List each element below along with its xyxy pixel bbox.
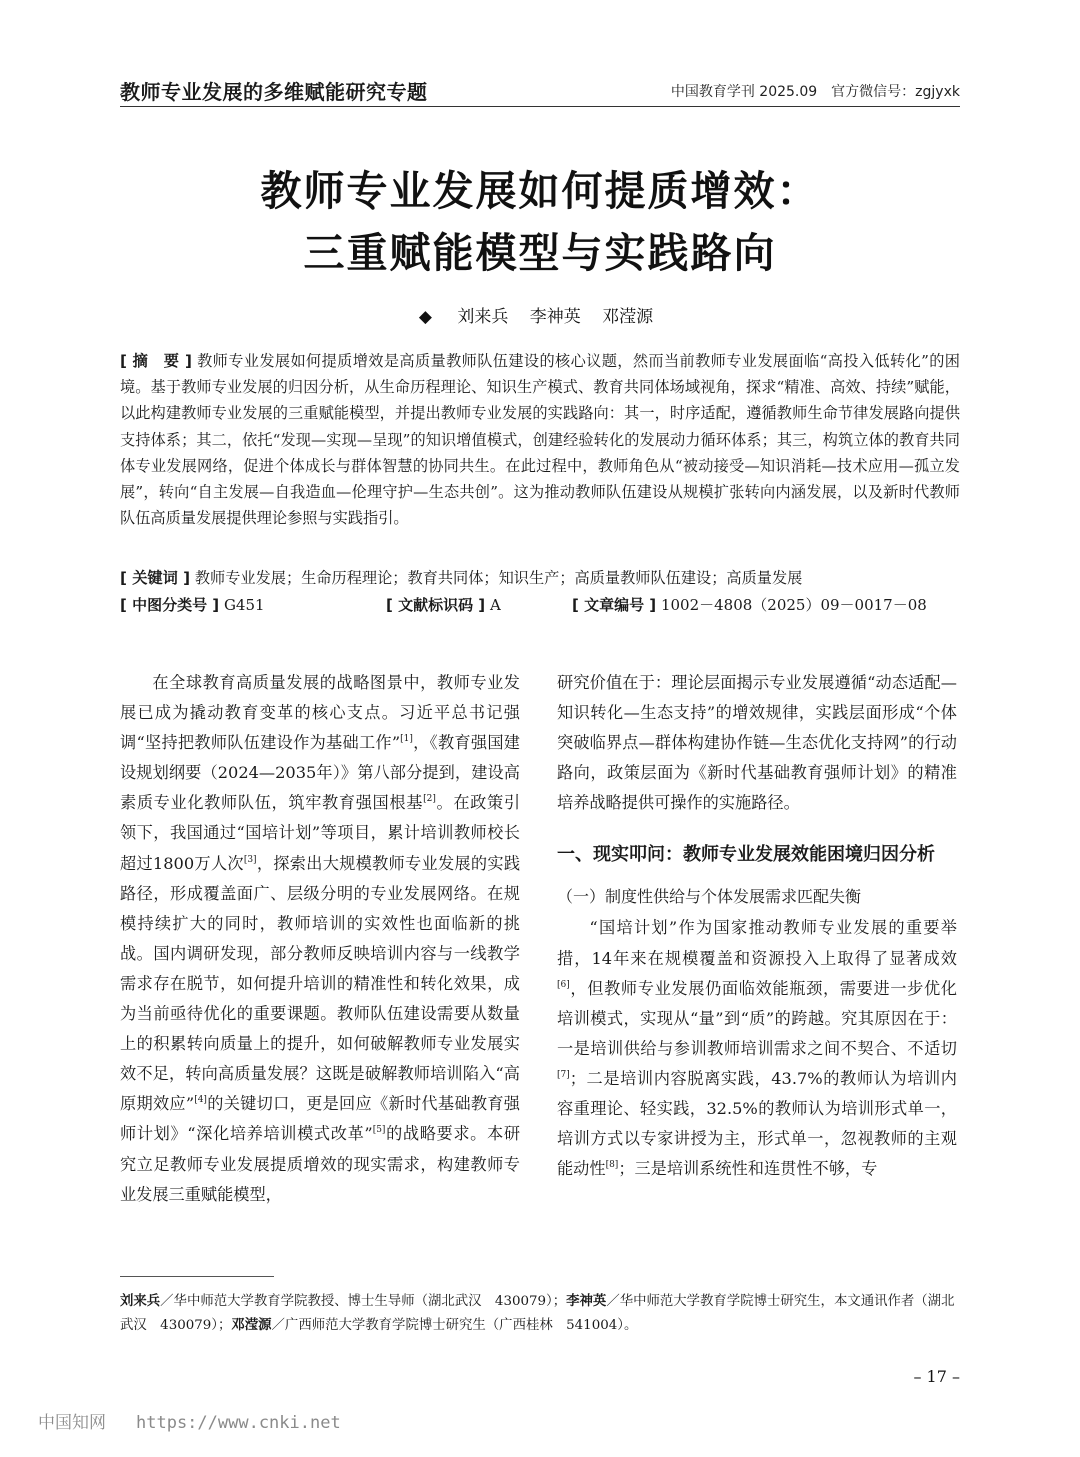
clc-number: [ 中图分类号 ] G451	[120, 596, 265, 614]
abstract-text: 教师专业发展如何提质增效是高质量教师队伍建设的核心议题，然而当前教师专业发展面临“高投入低转化”的困境。基于教师专业发展的归因分析，从生命历程理论、知识生产模式、教育共同体场域视角，探求“精准、高效、持续”赋能，以此构建教师专业发展的三重赋能模型，并提出教师专业发展的实践路向：其一，时序适配，遵循教师生命节律发展路向提供支持体系；其二，依托“发现—实现—呈现”的知识增值模式，创建经验转化的发展动力循环体系；其三，构筑立体的教育共同体专业发展网络，促进个体成长与群体智慧的协同共生。在此过程中，教师角色从“被动接受—知识消耗—技术应用—孤立发展”，转向“自主发展—自我造血—伦理守护—生态共创”。这为推动教师队伍建设从规模扩张转向内涵发展，以及新时代教师队伍高质量发展提供理论参照与实践指引。	[120, 352, 960, 528]
author-line	[120, 302, 960, 327]
citation-ref[interactable]: [2]	[423, 794, 436, 805]
article-title	[120, 160, 960, 284]
keywords-label: [ 关键词 ]	[120, 569, 191, 587]
citation-ref[interactable]: [5]	[372, 1125, 386, 1136]
author-footnote: 刘来兵／华中师范大学教育学院教授、博士生导师（湖北武汉 430079）；李神英／华中师范大学教育学院博士研究生，本文通讯作者（湖北武汉 430079）；邓滢源／广西师范大学教育学院博士研究生（广西桂林 541004）。	[120, 1294, 955, 1333]
diamond-icon: ◆	[418, 307, 432, 327]
body-column-right	[557, 668, 957, 1184]
cnki-url[interactable]: https://www.cnki.net	[136, 1413, 341, 1433]
citation-ref[interactable]: [7]	[557, 1069, 570, 1080]
author-name: 刘来兵	[457, 307, 509, 327]
body-paragraph: 研究价值在于：理论层面揭示专业发展遵循“动态适配—知识转化—生态支持”的增效规律，实践层面形成“个体突破临界点—群体构建协作链—生态优化支持网”的行动路向，政策层面为《新时代基础教育强师计划》的精准培养战略提供可操作的实施路径。	[557, 673, 957, 813]
journal-info: 中国教育学刊 2025.09 官方微信号：zgjyxk	[670, 84, 960, 100]
page-number: – 17 –	[913, 1367, 960, 1386]
article-meta	[120, 592, 960, 618]
abstract-label: [ 摘 要 ]	[120, 352, 192, 370]
running-header	[120, 76, 960, 106]
article-number: [ 文章编号 ] 1002－4808（2025）09－0017－08	[572, 596, 927, 614]
author-name: 李神英	[529, 307, 581, 327]
author-name: 邓滢源	[602, 307, 654, 327]
header-divider	[120, 106, 960, 107]
cnki-logo-text: 中国知网	[38, 1413, 106, 1433]
body-column-left	[120, 668, 520, 1210]
document-code: [ 文献标识码 ] A	[386, 596, 501, 614]
series-title: 教师专业发展的多维赋能研究专题	[120, 80, 428, 104]
citation-ref[interactable]: [3]	[243, 854, 257, 865]
keywords-text: 教师专业发展；生命历程理论；教育共同体；知识生产；高质量教师队伍建设；高质量发展	[194, 569, 803, 587]
subsection-heading: （一）制度性供给与个体发展需求匹配失衡	[557, 887, 862, 907]
section-heading: 一、现实叩问：教师专业发展效能困境归因分析	[557, 844, 935, 866]
citation-ref[interactable]: [6]	[557, 979, 570, 990]
body-paragraph: “国培计划”作为国家推动教师专业发展的重要举措，14年来在规模覆盖和资源投入上取得了显著成效[6]，但教师专业发展仍面临效能瓶颈，需要进一步优化培训模式，实现从“量”到“质”的跨越。究其原因在于：一是培训供给与参训教师培训需求之间不契合、不适切[7]；二是培训内容脱离实践，43.7%的教师认为培训内容重理论、轻实践，32.5%的教师认为培训形式单一，培训方式以专家讲授为主，形式单一，忽视教师的主观能动性[8]；三是培训系统性和连贯性不够，专	[557, 918, 957, 1179]
citation-ref[interactable]: [1]	[400, 734, 413, 745]
keywords	[120, 565, 960, 591]
title-line-2: 三重赋能模型与实践路向	[303, 229, 777, 277]
body-paragraph: 在全球教育高质量发展的战略图景中，教师专业发展已成为撬动教育变革的核心支点。习近平总书记强调“坚持把教师队伍建设作为基础工作”[1]，《教育强国建设规划纲要（2024—2035年）》第八部分提到，建设高素质专业化教师队伍，筑牢教育强国根基[2]。在政策引领下，我国通过“国培计划”等项目，累计培训教师校长超过1800万人次[3]，探索出大规模教师专业发展的实践路径，形成覆盖面广、层级分明的专业发展网络。在规模持续扩大的同时，教师培训的实效性也面临新的挑战。国内调研发现，部分教师反映培训内容与一线教学需求存在脱节，如何提升培训的精准性和转化效果，成为当前亟待优化的重要课题。教师队伍建设需要从数量上的积累转向质量上的提升，如何破解教师专业发展实效不足，转向高质量发展？这既是破解教师培训陷入“高原期效应”[4]的关键切口，更是回应《新时代基础教育强师计划》“深化培养培训模式改革”[5]的战略要求。本研究立足教师专业发展提质增效的现实需求，构建教师专业发展三重赋能模型，	[120, 673, 521, 1204]
citation-ref[interactable]: [4]	[194, 1095, 207, 1106]
cnki-watermark	[38, 1408, 341, 1433]
citation-ref[interactable]: [8]	[605, 1160, 619, 1171]
title-line-1: 教师专业发展如何提质增效：	[260, 167, 820, 215]
footnote-divider	[120, 1276, 274, 1277]
abstract	[120, 348, 960, 531]
